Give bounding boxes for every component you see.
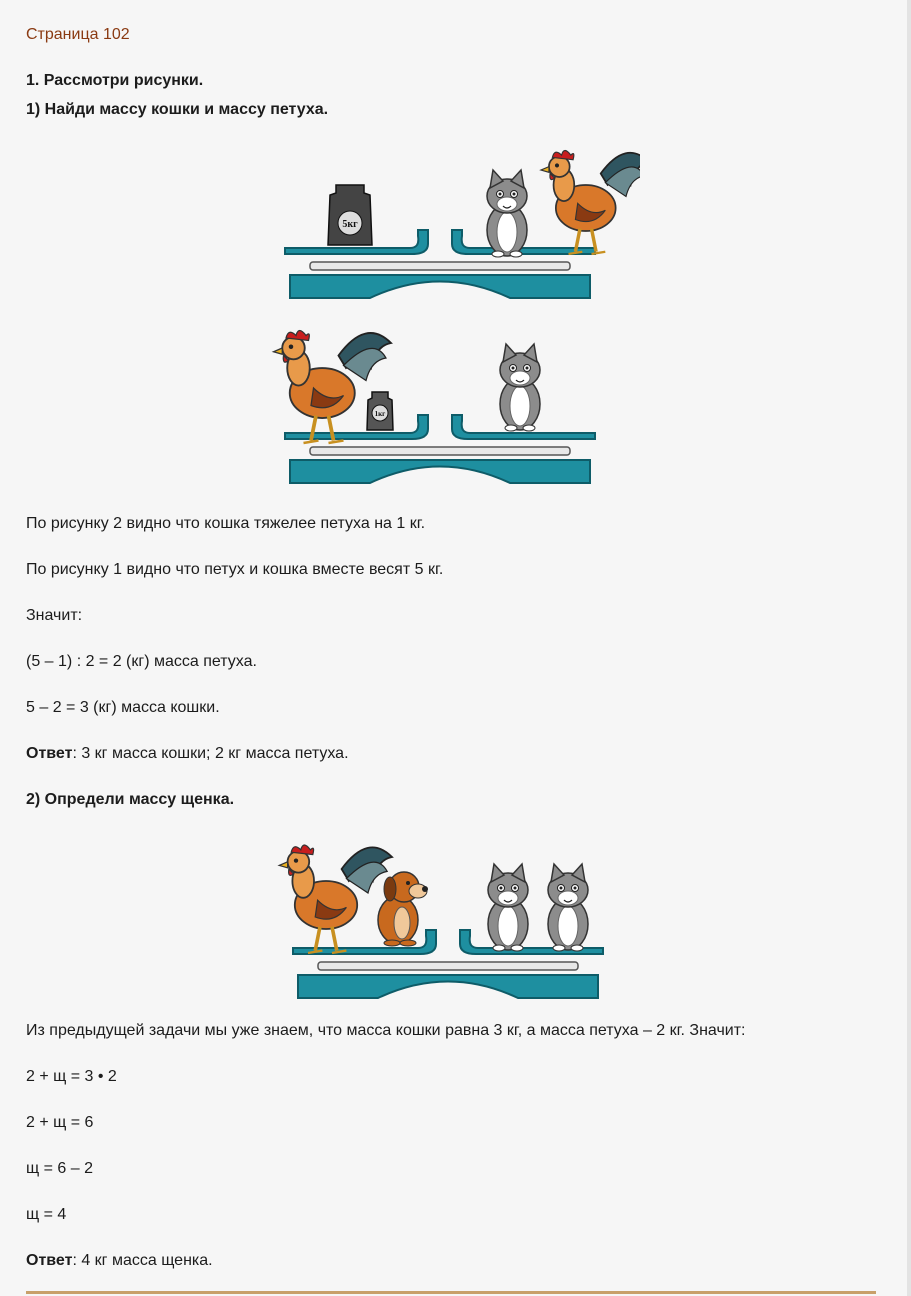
rooster-icon [541, 151, 640, 255]
equation-line: 2 + щ = 3 • 2 [26, 1068, 117, 1085]
task1-subheading: 1) Найди массу кошки и массу петуха. [26, 101, 329, 118]
picture-2-scale [268, 325, 628, 485]
answer-line [26, 744, 349, 764]
weight-1kg-icon [367, 392, 393, 430]
answer-line [26, 1251, 213, 1271]
answer-label: Ответ [26, 745, 73, 762]
cat-icon [500, 344, 540, 431]
picture-1-scale [280, 140, 640, 305]
bottom-divider [26, 1291, 876, 1294]
rooster-icon [279, 845, 392, 953]
weight-1kg-label: 1кг [374, 410, 386, 418]
equation-line: 5 – 2 = 3 (кг) масса кошки. [26, 699, 220, 716]
page-edge [907, 0, 911, 1296]
task1-heading: 1. Рассмотри рисунки. [26, 72, 204, 89]
picture-3-scale [268, 830, 638, 1000]
text-line: Из предыдущей задачи мы уже знаем, что масса кошки равна 3 кг, а масса петуха – 2 кг. Значит: [26, 1022, 746, 1039]
page-title: Страница 102 [26, 26, 130, 43]
puppy-icon [378, 872, 428, 946]
equation-line: щ = 6 – 2 [26, 1160, 93, 1177]
text-line: Значит: [26, 607, 83, 624]
answer-label: Ответ [26, 1252, 73, 1269]
equation-line: 2 + щ = 6 [26, 1114, 94, 1131]
cat-icon [488, 864, 528, 951]
equation-line: щ = 4 [26, 1206, 67, 1223]
task2-heading: 2) Определи массу щенка. [26, 791, 235, 808]
answer-text: : 3 кг масса кошки; 2 кг масса петуха. [72, 745, 349, 762]
equation-line: (5 – 1) : 2 = 2 (кг) масса петуха. [26, 653, 257, 670]
cat-icon [487, 170, 527, 257]
cat-icon [548, 864, 588, 951]
text-line: По рисунку 1 видно что петух и кошка вместе весят 5 кг. [26, 561, 444, 578]
weight-5kg-icon [328, 185, 372, 245]
answer-text: : 4 кг масса щенка. [72, 1252, 213, 1269]
text-line: По рисунку 2 видно что кошка тяжелее петуха на 1 кг. [26, 515, 426, 532]
weight-5kg-label: 5кг [342, 219, 358, 230]
